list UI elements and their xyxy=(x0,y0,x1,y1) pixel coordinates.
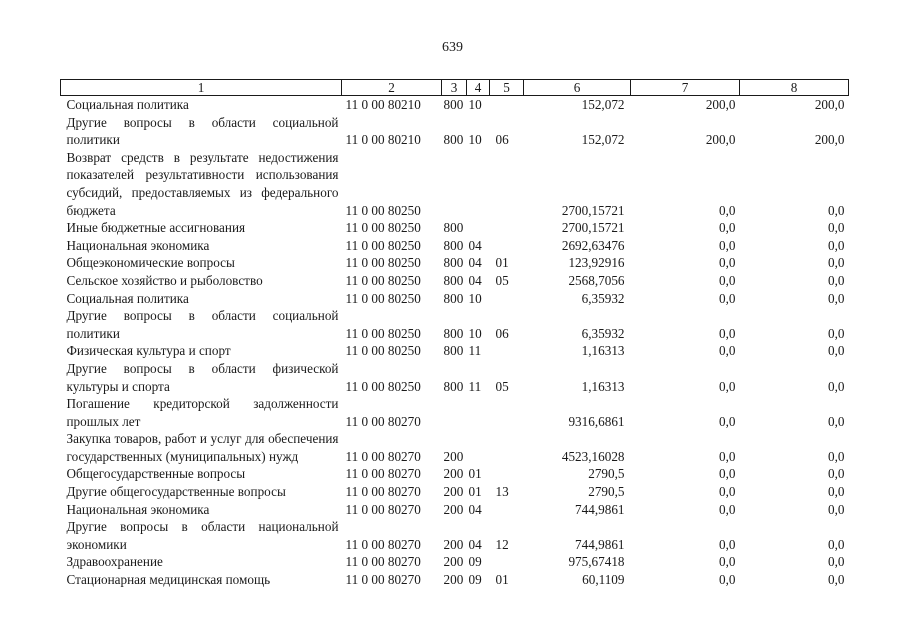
table-row xyxy=(61,465,849,483)
row-amount-col6: 152,072 xyxy=(581,132,625,148)
row-amount-col8: 0,0 xyxy=(828,290,845,306)
row-subsection xyxy=(490,395,524,430)
row-amount-col7: 0,0 xyxy=(719,501,736,517)
row-amount-col8: 0,0 xyxy=(828,272,845,288)
row-code: 11 0 00 80250 xyxy=(345,343,421,359)
row-section: 11 xyxy=(468,378,482,394)
row-amount-col8: 0,0 xyxy=(828,220,845,236)
row-amount-col7: 0,0 xyxy=(719,413,736,429)
row-amount-col8: 0,0 xyxy=(828,255,845,271)
row-amount-col8: 200,0 xyxy=(814,132,845,148)
row-section: 01 xyxy=(468,466,482,482)
column-header: 4 xyxy=(467,80,490,96)
row-expense-type xyxy=(442,395,467,430)
row-amount-col7: 0,0 xyxy=(719,448,736,464)
row-section xyxy=(467,395,490,430)
table-row xyxy=(61,518,849,553)
row-amount-col8: 0,0 xyxy=(828,536,845,552)
row-code: 11 0 00 80250 xyxy=(345,202,421,218)
row-subsection xyxy=(490,219,524,237)
table-row xyxy=(61,254,849,272)
row-code: 11 0 00 80270 xyxy=(345,448,421,464)
row-expense-type: 200 xyxy=(443,501,464,517)
row-expense-type: 200 xyxy=(443,554,464,570)
row-name: Сельское хозяйство и рыболовство xyxy=(66,272,263,288)
page-number-text: 639 xyxy=(442,40,463,55)
row-amount-col6: 2692,63476 xyxy=(561,237,625,253)
table-row xyxy=(61,219,849,237)
row-amount-col7: 0,0 xyxy=(719,220,736,236)
row-subsection: 12 xyxy=(495,536,509,552)
row-section: 11 xyxy=(468,343,482,359)
row-name: Другие общегосударственные вопросы xyxy=(66,484,286,500)
row-expense-type: 800 xyxy=(443,237,464,253)
row-name: Общегосударственные вопросы xyxy=(66,466,246,482)
column-header: 7 xyxy=(631,80,740,96)
row-expense-type: 800 xyxy=(443,255,464,271)
row-section xyxy=(467,430,490,465)
row-section xyxy=(467,149,490,219)
row-expense-type: 800 xyxy=(443,220,464,236)
row-code: 11 0 00 80250 xyxy=(345,220,421,236)
row-amount-col7: 0,0 xyxy=(719,554,736,570)
row-code: 11 0 00 80270 xyxy=(345,554,421,570)
row-amount-col8: 0,0 xyxy=(828,466,845,482)
row-section xyxy=(467,219,490,237)
row-amount-col6: 6,35932 xyxy=(581,290,625,306)
row-section: 04 xyxy=(468,237,482,253)
row-subsection xyxy=(490,465,524,483)
row-subsection xyxy=(490,501,524,519)
row-amount-col6: 60,1109 xyxy=(582,572,625,588)
row-amount-col8: 0,0 xyxy=(828,237,845,253)
row-name: Возврат средств в результате недостижения показателей результативности использования субсидий, предоставляемых из федерального бюджета xyxy=(66,149,339,218)
row-expense-type: 200 xyxy=(443,466,464,482)
row-expense-type: 800 xyxy=(443,343,464,359)
row-section: 10 xyxy=(468,132,482,148)
table-row xyxy=(61,272,849,290)
row-section: 10 xyxy=(468,325,482,341)
row-code: 11 0 00 80270 xyxy=(345,572,421,588)
table-row xyxy=(61,430,849,465)
row-expense-type xyxy=(442,149,467,219)
row-subsection: 05 xyxy=(495,378,509,394)
row-name: Другие вопросы в области национальной экономики xyxy=(66,519,339,552)
row-section: 01 xyxy=(468,484,482,500)
table-header-row xyxy=(61,80,849,96)
row-subsection: 01 xyxy=(495,255,509,271)
row-amount-col7: 0,0 xyxy=(719,202,736,218)
row-code: 11 0 00 80210 xyxy=(345,97,421,112)
row-name: Социальная политика xyxy=(66,290,189,306)
row-subsection: 06 xyxy=(495,132,509,148)
row-amount-col8: 0,0 xyxy=(828,343,845,359)
row-name: Другие вопросы в области социальной политики xyxy=(66,308,339,341)
row-amount-col6: 744,9861 xyxy=(575,536,625,552)
row-amount-col7: 0,0 xyxy=(719,466,736,482)
row-amount-col7: 0,0 xyxy=(719,378,736,394)
row-section: 04 xyxy=(468,255,482,271)
row-subsection: 13 xyxy=(495,484,509,500)
row-section: 04 xyxy=(468,536,482,552)
table-row xyxy=(61,307,849,342)
table-row xyxy=(61,290,849,308)
row-code: 11 0 00 80270 xyxy=(345,484,421,500)
row-name: Другие вопросы в области социальной политики xyxy=(66,114,339,148)
table-row xyxy=(61,553,849,571)
row-amount-col7: 0,0 xyxy=(719,255,736,271)
row-amount-col8: 0,0 xyxy=(828,572,845,588)
row-expense-type: 800 xyxy=(443,290,464,306)
row-amount-col6: 1,16313 xyxy=(581,378,625,394)
column-header: 3 xyxy=(442,80,467,96)
table-row xyxy=(61,149,849,219)
row-code: 11 0 00 80270 xyxy=(345,413,421,429)
row-subsection xyxy=(490,96,524,114)
column-header: 1 xyxy=(61,80,342,96)
row-section: 04 xyxy=(468,501,482,517)
row-amount-col6: 4523,16028 xyxy=(561,448,625,464)
table-row xyxy=(61,360,849,395)
row-amount-col8: 0,0 xyxy=(828,202,845,218)
row-code: 11 0 00 80250 xyxy=(345,290,421,306)
row-amount-col7: 0,0 xyxy=(719,325,736,341)
row-subsection: 01 xyxy=(495,572,509,588)
row-subsection: 06 xyxy=(495,325,509,341)
row-amount-col6: 6,35932 xyxy=(581,325,625,341)
row-amount-col6: 2790,5 xyxy=(588,466,625,482)
row-amount-col8: 0,0 xyxy=(828,484,845,500)
row-amount-col7: 200,0 xyxy=(705,132,736,148)
row-subsection xyxy=(490,149,524,219)
row-amount-col7: 200,0 xyxy=(705,97,736,112)
row-amount-col7: 0,0 xyxy=(719,572,736,588)
row-amount-col6: 9316,6861 xyxy=(568,413,625,429)
row-amount-col7: 0,0 xyxy=(719,272,736,288)
row-name: Погашение кредиторской задолженности прошлых лет xyxy=(66,396,339,429)
table-row xyxy=(61,342,849,360)
table-body xyxy=(61,96,849,589)
row-amount-col8: 0,0 xyxy=(828,413,845,429)
row-subsection: 05 xyxy=(495,272,509,288)
table-row xyxy=(61,96,849,114)
row-expense-type: 200 xyxy=(443,572,464,588)
row-code: 11 0 00 80270 xyxy=(345,466,421,482)
row-expense-type: 800 xyxy=(443,325,464,341)
row-amount-col8: 200,0 xyxy=(814,97,845,112)
row-amount-col7: 0,0 xyxy=(719,290,736,306)
row-name: Социальная политика xyxy=(66,97,189,112)
row-amount-col7: 0,0 xyxy=(719,484,736,500)
row-amount-col6: 2568,7056 xyxy=(568,272,625,288)
row-amount-col7: 0,0 xyxy=(719,343,736,359)
row-code: 11 0 00 80250 xyxy=(345,325,421,341)
row-code: 11 0 00 80250 xyxy=(345,255,421,271)
row-name: Закупка товаров, работ и услуг для обеспечения государственных (муниципальных) нужд xyxy=(66,431,339,464)
row-expense-type: 200 xyxy=(443,484,464,500)
row-code: 11 0 00 80270 xyxy=(345,536,421,552)
row-amount-col6: 2700,15721 xyxy=(561,220,625,236)
table-row xyxy=(61,237,849,255)
row-section: 09 xyxy=(468,572,482,588)
row-expense-type: 800 xyxy=(443,97,464,112)
row-subsection xyxy=(490,342,524,360)
row-name: Стационарная медицинская помощь xyxy=(66,572,271,588)
row-amount-col8: 0,0 xyxy=(828,554,845,570)
row-amount-col8: 0,0 xyxy=(828,448,845,464)
row-section: 10 xyxy=(468,97,482,112)
table-row xyxy=(61,114,849,149)
row-code: 11 0 00 80210 xyxy=(345,132,421,148)
row-amount-col8: 0,0 xyxy=(828,325,845,341)
row-expense-type: 800 xyxy=(443,132,464,148)
row-amount-col8: 0,0 xyxy=(828,378,845,394)
row-subsection xyxy=(490,237,524,255)
row-code: 11 0 00 80250 xyxy=(345,237,421,253)
row-amount-col8: 0,0 xyxy=(828,501,845,517)
row-code: 11 0 00 80270 xyxy=(345,501,421,517)
row-expense-type: 800 xyxy=(443,272,464,288)
row-expense-type: 800 xyxy=(443,378,464,394)
row-amount-col6: 2790,5 xyxy=(588,484,625,500)
row-name: Национальная экономика xyxy=(66,501,210,517)
row-amount-col6: 2700,15721 xyxy=(561,202,625,218)
column-header: 8 xyxy=(740,80,849,96)
row-section: 10 xyxy=(468,290,482,306)
row-name: Физическая культура и спорт xyxy=(66,343,231,359)
row-amount-col6: 975,67418 xyxy=(568,554,625,570)
row-name: Национальная экономика xyxy=(66,237,210,253)
row-subsection xyxy=(490,290,524,308)
column-header: 6 xyxy=(524,80,631,96)
row-subsection xyxy=(490,430,524,465)
row-section: 09 xyxy=(468,554,482,570)
table-row xyxy=(61,501,849,519)
row-amount-col6: 744,9861 xyxy=(575,501,625,517)
row-name: Другие вопросы в области физической культуры и спорта xyxy=(66,360,339,394)
row-code: 11 0 00 80250 xyxy=(345,378,421,394)
row-name: Иные бюджетные ассигнования xyxy=(66,220,246,236)
table-row xyxy=(61,571,849,589)
row-section: 04 xyxy=(468,272,482,288)
column-header: 2 xyxy=(342,80,442,96)
row-subsection xyxy=(490,553,524,571)
row-expense-type: 200 xyxy=(443,448,464,464)
row-name: Общеэкономические вопросы xyxy=(66,255,235,271)
table-row xyxy=(61,483,849,501)
table-row xyxy=(61,395,849,430)
row-amount-col7: 0,0 xyxy=(719,536,736,552)
budget-table xyxy=(60,79,849,589)
row-expense-type: 200 xyxy=(443,536,464,552)
row-name: Здравоохранение xyxy=(66,554,163,570)
row-amount-col6: 123,92916 xyxy=(568,255,625,271)
row-amount-col6: 1,16313 xyxy=(581,343,625,359)
page-number xyxy=(0,40,905,56)
row-amount-col6: 152,072 xyxy=(581,97,625,112)
column-header: 5 xyxy=(490,80,524,96)
row-amount-col7: 0,0 xyxy=(719,237,736,253)
row-code: 11 0 00 80250 xyxy=(345,272,421,288)
